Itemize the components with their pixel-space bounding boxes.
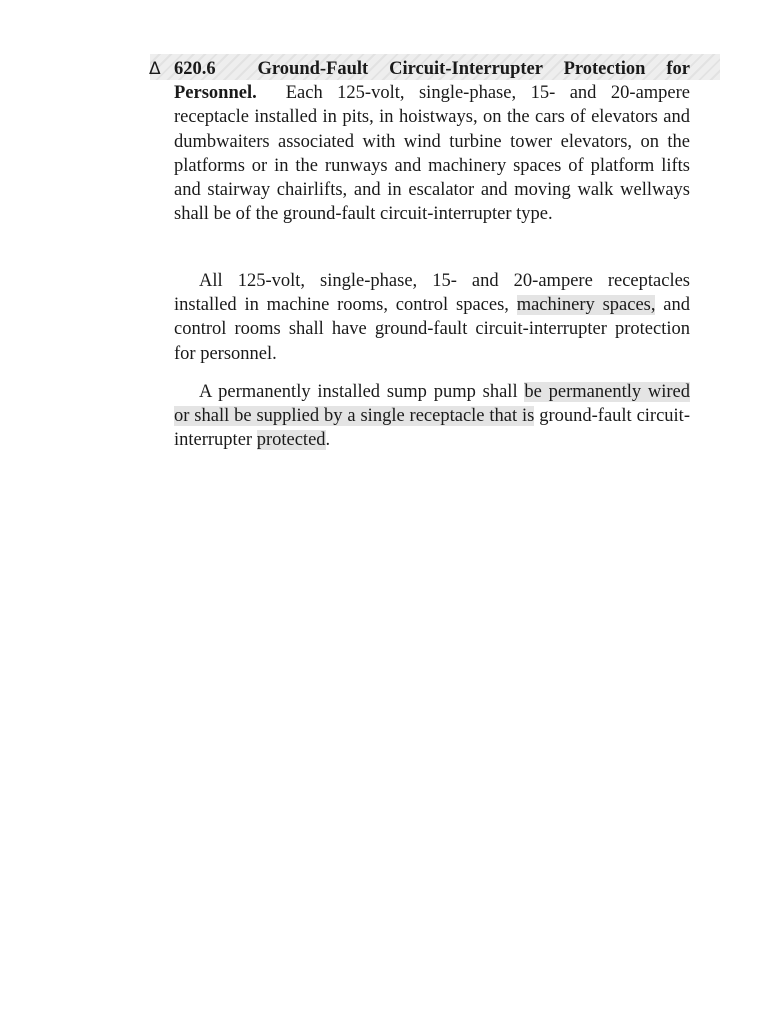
revision-delta-icon: Δ bbox=[149, 59, 161, 79]
paragraph-2-text-end: and control rooms shall have ground-fault circuit-interrupter protection for personnel. bbox=[174, 295, 690, 364]
section-paragraph-1 bbox=[174, 57, 690, 226]
paragraph-3-highlight-1: be permanently wired or shall be supplied by a single receptacle that is bbox=[174, 382, 691, 427]
section-title: Ground-Fault Circuit-Interrupter Protection for Personnel. bbox=[174, 59, 690, 104]
paragraph-3-text-end: . bbox=[325, 430, 331, 451]
paragraph-3-text: A permanently installed sump pump shall bbox=[199, 382, 525, 402]
section-paragraph-3 bbox=[174, 380, 690, 453]
paragraph-3-text-mid: ground-fault circuit-interrupter bbox=[174, 406, 690, 451]
paragraph-3-highlight-2: protected bbox=[256, 430, 326, 451]
section-number: 620.6 bbox=[174, 59, 216, 79]
paragraph-1-text: Each 125-volt, single-phase, 15- and 20-ampere receptacle installed in pits, in hoistways, on the cars of elevators and dumbwaiters associated with wind turbine tower elevators, on the platforms or in the runways and machinery spaces of platform lifts and stairway chairlifts, and in escalator and moving walk wellways shall be of the ground-fault circuit-interrupter type. bbox=[174, 83, 691, 225]
section-paragraph-2 bbox=[174, 269, 690, 366]
paragraph-2-highlight: machinery spaces, bbox=[516, 295, 656, 316]
paragraph-2-text: All 125-volt, single-phase, 15- and 20-ampere receptacles installed in machine rooms, control spaces, bbox=[174, 271, 690, 316]
